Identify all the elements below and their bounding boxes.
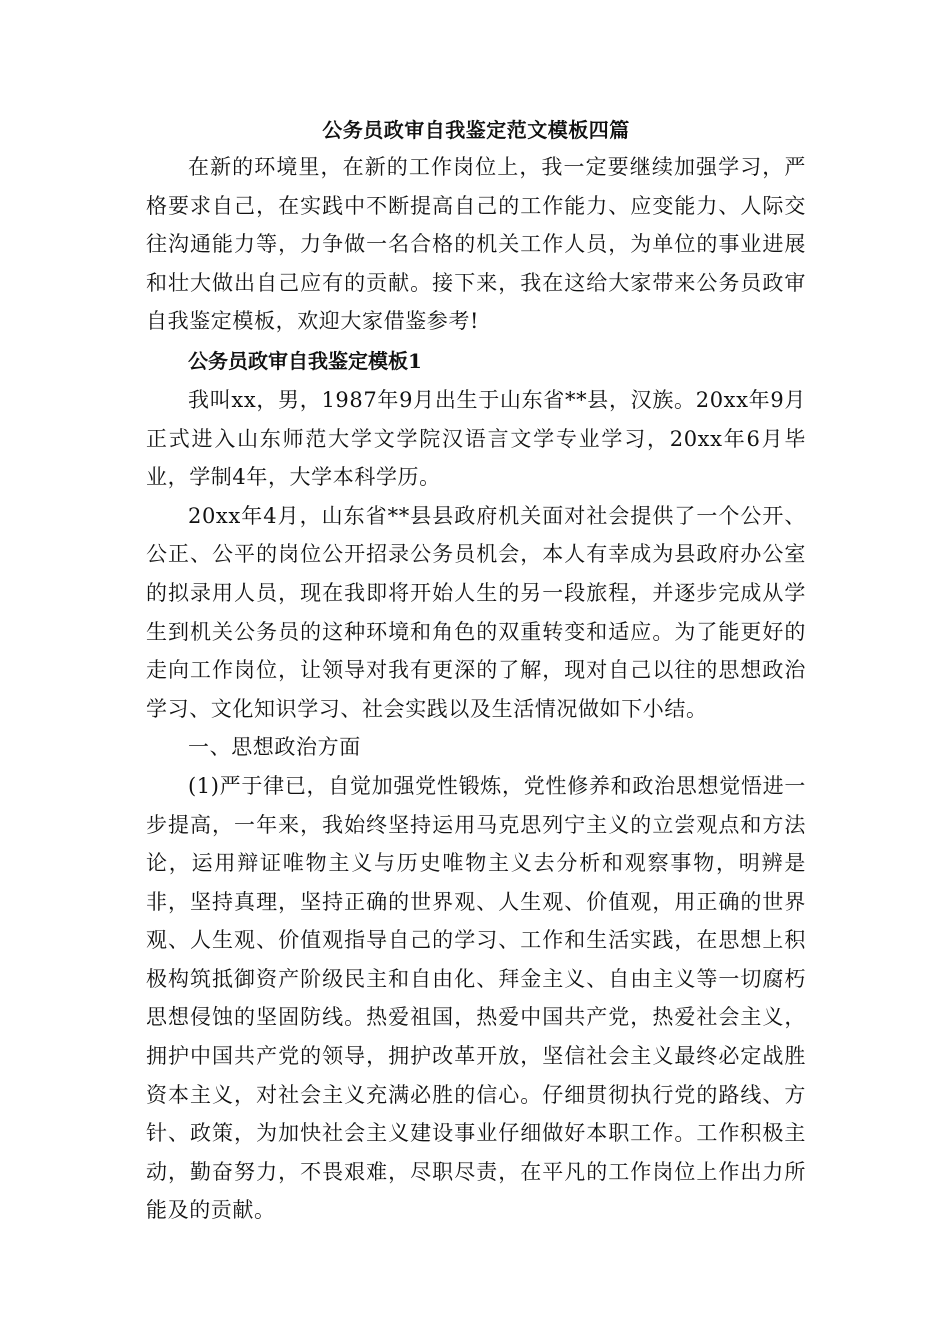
political-paragraph: (1)严于律已，自觉加强党性锻炼，党性修养和政治思想觉悟进一步提高，一年来，我始终坚持运用马克思列宁主义的立尝观点和方法论，运用辩证唯物主义与历史唯物主义去分析和观察事物，明辨是非，坚持真理，坚持正确的世界观、人生观、价值观，用正确的世界观、人生观、价值观指导自己的学习、工作和生活实践，在思想上积极构筑抵御资产阶级民主和自由化、拜金主义、自由主义等一切腐朽思想侵蚀的坚固防线。热爱祖国，热爱中国共产党，热爱社会主义，拥护中国共产党的领导，拥护改革开放，坚信社会主义最终必定战胜资本主义，对社会主义充满必胜的信心。仔细贯彻执行党的路线、方针、政策，为加快社会主义建设事业仔细做好本职工作。工作积极主动，勤奋努力，不畏艰难，尽职尽责，在平凡的工作岗位上作出力所能及的贡献。 <box>146 773 806 1223</box>
document-body <box>146 112 806 1230</box>
intro-paragraph: 在新的环境里，在新的工作岗位上，我一定要继续加强学习，严格要求自己，在实践中不断提高自己的工作能力、应变能力、人际交往沟通能力等，力争做一名合格的机关工作人员，为单位的事业进展和壮大做出自己应有的贡献。接下来，我在这给大家带来公务员政审自我鉴定模板，欢迎大家借鉴参考! <box>146 155 806 334</box>
page-title: 公务员政审自我鉴定范文模板四篇 <box>322 118 630 142</box>
background-paragraph: 20xx年4月，山东省**县县政府机关面对社会提供了一个公开、公正、公平的岗位公开招录公务员机会，本人有幸成为县政府办公室的拟录用人员，现在我即将开始人生的另一段旅程，并逐步完成从学生到机关公务员的这种环境和角色的双重转变和适应。为了能更好的走向工作岗位，让领导对我有更深的了解，现对自己以往的思想政治学习、文化知识学习、社会实践以及生活情况做如下小结。 <box>146 503 806 721</box>
personal-info-paragraph: 我叫xx，男，1987年9月出生于山东省**县，汉族。20xx年9月正式进入山东师范大学文学院汉语言文学专业学习，20xx年6月毕业，学制4年，大学本科学历。 <box>146 387 806 490</box>
subheading-political: 一、思想政治方面 <box>188 735 361 760</box>
section-heading-1: 公务员政审自我鉴定模板1 <box>188 348 422 373</box>
